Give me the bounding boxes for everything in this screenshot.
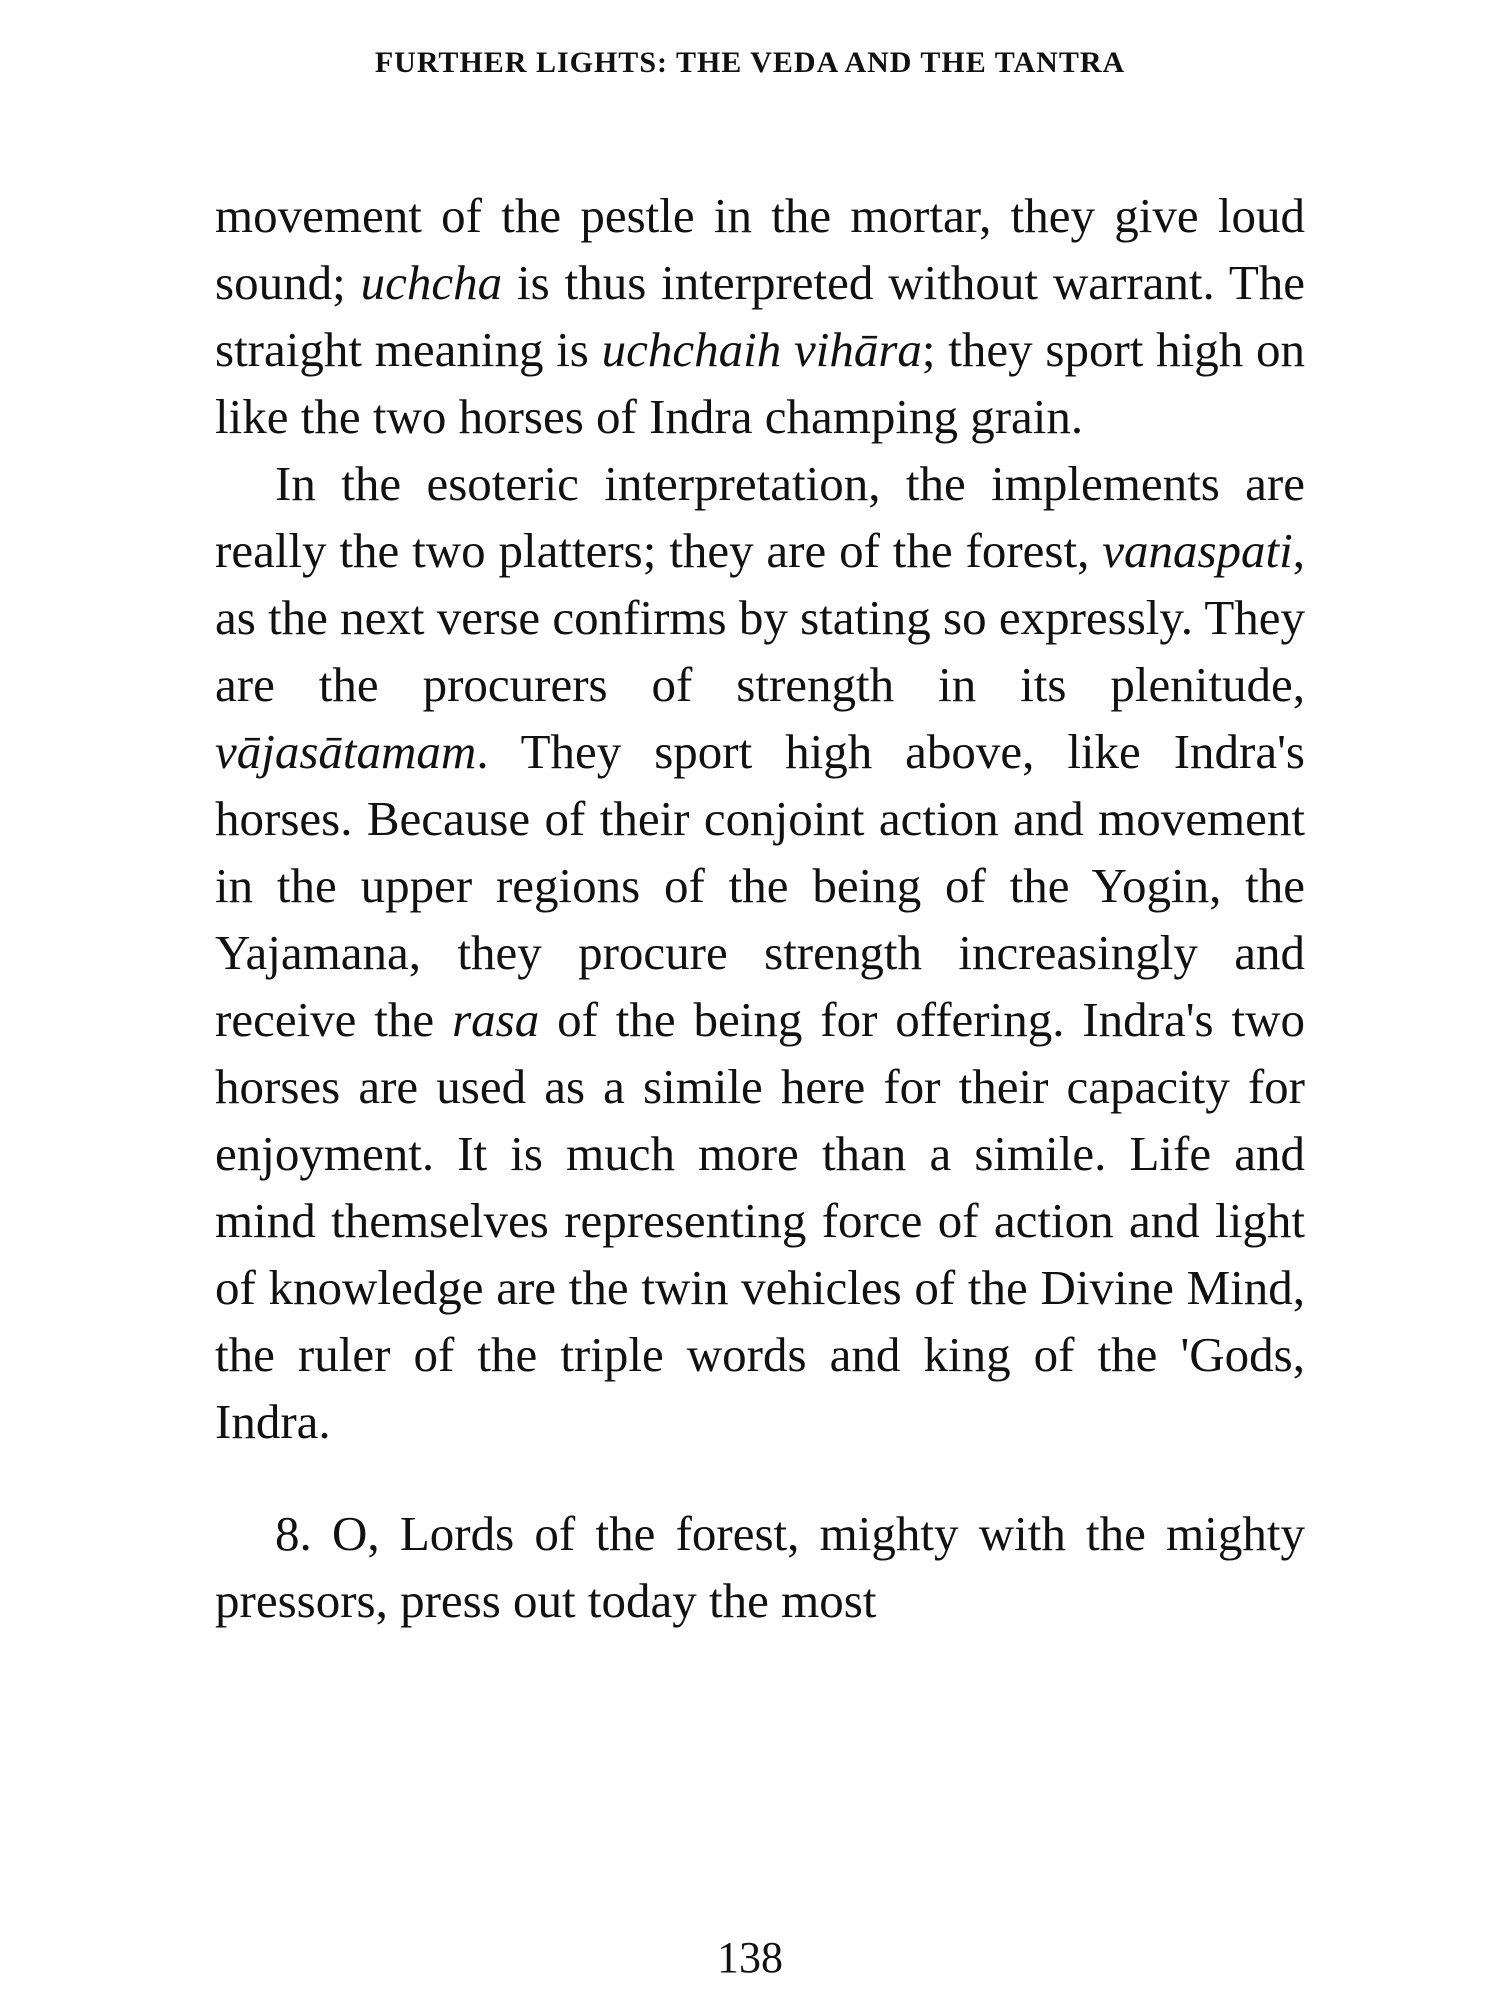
paragraph-2-text-2: , as the next verse confirms by stating so expressly. They are the procurers of strength in its plenitude, xyxy=(215,523,1306,712)
term-uchchaih-vihara: uchchaih vihāra xyxy=(601,322,922,377)
verse-8: 8. O, Lords of the forest, mighty with the mighty pressors, press out today the most xyxy=(215,1506,1305,1628)
paragraph-2-text-1: In the esoteric interpretation, the implements are really the two platters; they are of the forest, xyxy=(215,456,1305,578)
body-text xyxy=(215,182,1305,1634)
paragraph-1-text-1: movement of the pestle in the mortar, they give loud sound; xyxy=(215,188,1305,310)
term-uchcha: uchcha xyxy=(360,255,503,310)
paragraph-1 xyxy=(215,182,1305,450)
paragraph-1-text-2: is thus interpreted without warrant. The straight meaning is xyxy=(215,255,1305,377)
paragraph-1-text-3: ; they sport high on like the two horses of Indra champing grain. xyxy=(215,322,1305,444)
page-number: 138 xyxy=(717,1933,783,1982)
paragraph-2 xyxy=(215,450,1305,1455)
term-rasa: rasa xyxy=(452,992,540,1047)
paragraph-2-text-4: of the being for offering. Indra's two horses are used as a simile here for their capacity for enjoyment. It is much more than a simile. Life and mind themselves representing force of action and light of knowledge are the twin vehicles of the Divine Mind, the ruler of the triple words and king of the 'Gods, Indra. xyxy=(215,992,1306,1449)
term-vanaspati: vanaspati xyxy=(1102,523,1293,578)
running-head: FURTHER LIGHTS: THE VEDA AND THE TANTRA xyxy=(374,46,1126,79)
term-vajasatamam: vājasātamam xyxy=(215,724,477,779)
paragraph-2-text-3: . They sport high above, like Indra's horses. Because of their conjoint action and movement in the upper regions of the being of the Yogin, the Yajamana, they procure strength increasingly and receive the xyxy=(215,724,1305,1047)
